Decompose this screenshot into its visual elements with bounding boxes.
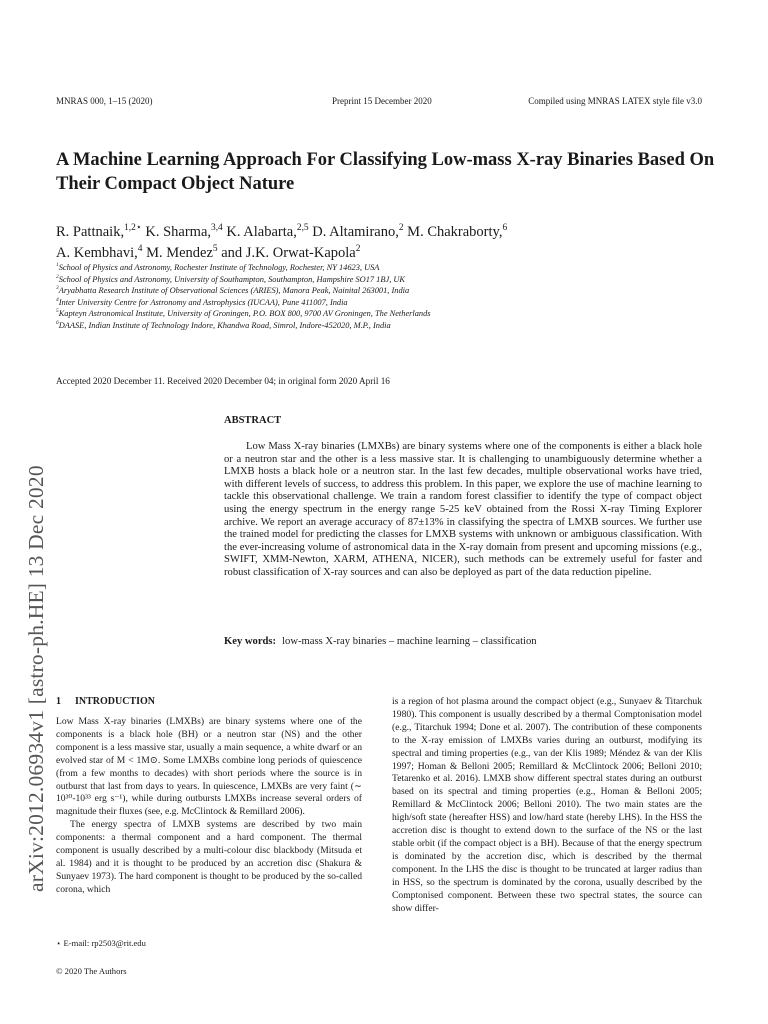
author-affil-marker: 5 [212,244,218,255]
section-number: 1 [56,696,61,707]
paragraph: is a region of hot plasma around the compact object (e.g., Sunyaev & Titarchuk 1980). This component is usually described by a thermal Comptonisation model (e.g., Titarchuk 1994; Done et al. 2007). The contribution of these components to the X-ray emission of LMXBs varies during an outburst, modifying its spectral and timing properties (e.g., van der Klis 1989; Méndez & van der Klis 1997; Homan & Belloni 2005; Remillard & McClintock 2006; Belloni 2010; Tetarenko et al. 2016). LMXB show different spectral states during an outburst based on its spectral and timing properties (e.g., Homan & Belloni 2005; Remillard & McClintock 2006; Belloni 2010). The two main states are the high/soft state (hereafter HSS) and low/hard state (hereby LHS). In the HSS the accretion disc is thought to extend down to the surface of the NS or the last stable orbit (if the compact object is a BH). Because of that the energy spectrum is dominated by the accretion disc, which is described by the thermal component. In the LHS the disc is thought to be truncated at larger radius than in HSS, so the spectrum is dominated by the corona, usually described by the Comptonised component. Between these two spectral states, the source can show differ- [392,696,702,914]
affiliation-line: $^2$School of Physics and Astronomy, University of Southampton, Southampton, Hampshire SO17 1BJ, UK [56,273,406,284]
author-affil-marker: 6 [502,223,508,234]
paper-title: A Machine Learning Approach For Classifying Low-mass X-ray Binaries Based On Their Compact Object Nature [56,150,715,194]
paragraph: The energy spectra of LMXB systems are described by two main components: a thermal component and a hard component. The thermal component is usually described by a multi-colour disc blackbody (Mitsuda et al. 1984) and it is thought to be produced by an accretion disc (Shakura & Sunyaev 1973). The hard component is thought to be produced by the so-called corona, which [56,819,362,895]
style-file-note: Compiled using MNRAS LATEX style file v3.0 [528,96,702,106]
author-affil-marker: 3,4 [211,223,223,234]
keywords-text: low-mass X-ray binaries – machine learning – classification [282,636,537,647]
keywords [224,636,702,647]
section-heading [56,696,155,707]
body-column-left [56,716,362,897]
abstract-text: Low Mass X-ray binaries (LMXBs) are binary systems where one of the components is either a black hole or a neutron star and the other is a less massive star. It is challenging to unambiguously determine whether a LMXB hosts a black hole or a neutron star. In the last few decades, multiple observational works have tried, with different levels of success, to address this problem. In this paper, we explore the use of machine learning to tackle this observational challenge. We train a random forest classifier to identify the type of compact object using the energy spectrum in the energy range 5-25 keV obtained from the Rossi X-ray Timing Explorer archive. We report an average accuracy of 87±13% in classifying the spectra of LMXB sources. We further use the trained model for predicting the classes for LMXB systems with unknown or ambiguous classification. With the ever-increasing volume of astronomical data in the X-ray domain from present and upcoming missions (e.g., SWIFT, XMM-Newton, XARM, ATHENA, NICER), such methods can be extremely useful for faster and robust classification of X-ray sources and can also be deployed as part of the data reduction pipeline. [224,441,702,578]
paragraph: Low Mass X-ray binaries (LMXBs) are binary systems where one of the components is a black hole (BH) or a neutron star (NS) and the other component is a less massive star, usually a main sequence, a white dwarf or an evolved star of M < 1M⊙. Some LMXBs combine long periods of quiescence (from a few months to decades) with short periods where the source is in outburst that last from days to years. In quiescence, LMXBs are very faint (∼ 10³⁰-10³³ erg s⁻¹), while during outbursts LMXBs increase several orders of magnitude their fluxes (see, e.g. McClintock & Remillard 2006). [56,716,362,818]
author-affil-marker: 2,5 [296,223,309,234]
section-title: INTRODUCTION [75,696,156,707]
author-name: M. Mendez [142,245,213,261]
author-name: K. Alabarta, [222,224,297,240]
author-name: D. Altamirano, [308,224,399,240]
affiliation-list [56,262,716,331]
publication-dates: Accepted 2020 December 11. Received 2020 December 04; in original form 2020 April 16 [56,376,390,386]
body-column-right [392,696,702,915]
journal-citation: MNRAS 000, 1–15 (2020) [56,96,153,106]
affiliation-line: $^5$Kapteyn Astronomical Institute, University of Groningen, P.O. BOX 800, 9700 AV Groningen, The Netherlands [56,308,431,318]
author-name: R. Pattnaik, [56,224,125,240]
preprint-date: Preprint 15 December 2020 [332,96,432,106]
affiliation-line: $^6$DAASE, Indian Institute of Technology Indore, Khandwa Road, Simrol, Indore-452020, M.P., India [56,319,391,330]
keywords-label: Key words: [224,636,277,647]
corresponding-author-footnote: ⋆ E-mail: rp2503@rit.edu [56,938,146,948]
affiliation-line: $^3$Aryabhatta Research Institute of Observational Sciences (ARIES), Manora Peak, Nainital 263001, India [56,285,410,295]
affiliation-line: $^1$School of Physics and Astronomy, Rochester Institute of Technology, Rochester, NY 14623, USA [56,262,380,272]
affiliation-line: $^4$Inter University Centre for Astronomy and Astrophysics (IUCAA), Pune 411007, India [56,296,348,307]
arxiv-identifier[interactable]: arXiv:2012.06934v1 [astro-ph.HE] 13 Dec 2020 [24,465,48,892]
author-name: A. Kembhavi, [56,245,138,261]
abstract-heading: ABSTRACT [224,415,282,426]
author-name: M. Chakraborty, [403,224,503,240]
author-affil-marker: 2 [398,223,404,234]
copyright-notice: © 2020 The Authors [56,966,127,976]
author-affil-marker: 2 [355,244,361,255]
author-name: and J.K. Orwat-Kapola [217,245,356,261]
author-list [56,222,716,264]
author-name: K. Sharma, [141,224,211,240]
author-affil-marker: 4 [137,244,143,255]
author-affil-marker: 1,2⋆ [124,223,142,234]
